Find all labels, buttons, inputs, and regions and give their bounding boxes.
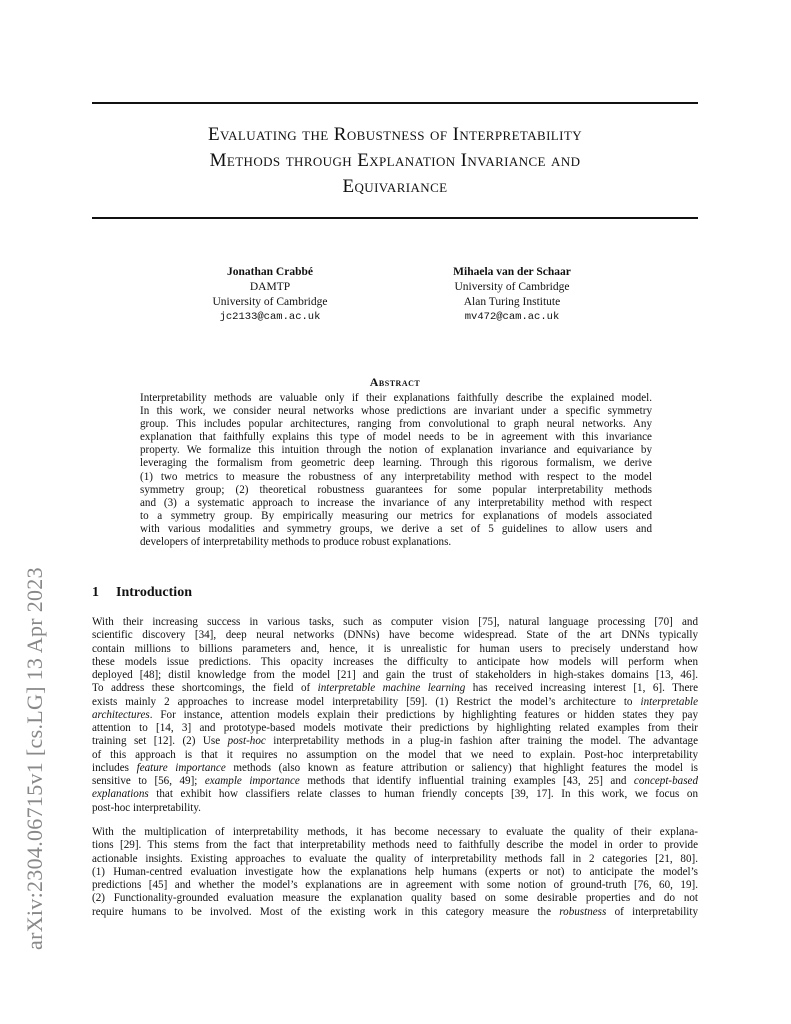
title-line: Methods through Explanation Invariance and [209, 150, 581, 171]
paragraph-line: require humans to be involved. Most of the existing work in this category measure the robustness of interpretability [92, 905, 698, 918]
paragraph-line: To address these shortcomings, the field of interpretable machine learning has received increasing interest [1, 6]. There [92, 682, 698, 695]
paragraph-line: scientific discovery [34], deep neural networks (DNNs) have become widespread. State of the art DNNs typically [92, 629, 698, 642]
paragraph-line: explanations that exhibit how classifiers relate classes to human friendly concepts [39, 17]. In this work, we focus on [92, 788, 698, 801]
abstract-line: (1) two metrics to measure the robustness of any interpretability method with respect to the model [140, 470, 652, 483]
paragraph-line: With the multiplication of interpretability methods, it has become necessary to evaluate the quality of their explana- [92, 826, 698, 838]
author-email[interactable]: mv472@cam.ac.uk [464, 311, 560, 323]
abstract-line: with various modalities and symmetry groups, we derive a set of 5 guidelines to allow users and [140, 522, 652, 535]
paragraph-line: architectures. For instance, attention models explain their predictions by highlighting features or hidden states they pay [92, 708, 698, 721]
paragraph-line: exists mainly 2 approaches to increase model interpretability [59]. (1) Restrict the model’s architecture to interpretable [92, 695, 698, 708]
title-rule-bottom [92, 217, 698, 219]
author-affiliation: University of Cambridge [454, 281, 570, 293]
paragraph-line: tions [29]. This stems from the fact that interpretability methods need to faithfully describe the model in order to provide [92, 839, 698, 852]
paragraph-line: With their increasing success in various tasks, such as computer vision [75], natural language processing [70] and [92, 616, 698, 628]
paper-title [92, 122, 698, 200]
paragraph-line: deployed [48]; distil knowledge from the model [21] and gain the trust of stakeholders in high-stakes domains [13, 46]. [92, 669, 698, 681]
author-name: Jonathan Crabbé [227, 266, 313, 278]
paragraph-line: contain millions to billions parameters and, hence, it is unrealistic for human users to precisely understand how [92, 642, 698, 655]
paragraph-line: post-hoc interpretability. [92, 801, 201, 814]
abstract-body [140, 392, 652, 549]
abstract-line: property. We formalize this intuition through the notion of explanation invariance and equivariance by [140, 444, 652, 457]
title-line: Equivariance [342, 176, 448, 197]
paragraph-line: (2) Functionality-grounded evaluation measure the explanation quality based on some desirable properties and do not [92, 892, 698, 905]
paragraph-line: actionable insights. Existing approaches to evaluate the quality of interpretability methods fall in 2 categories [21, 80]. [92, 852, 698, 865]
author-block [392, 265, 632, 325]
abstract-line: developers of interpretability methods to produce robust explanations. [140, 536, 452, 549]
abstract-line: group. This includes popular architectures, ranging from convolutional to graph neural networks. Any [140, 418, 652, 431]
author-affiliation: University of Cambridge [212, 296, 328, 308]
section-title: Introduction [116, 585, 192, 600]
abstract-line: In this work, we consider neural networks whose predictions are invariant under a specific symmetry [140, 405, 652, 418]
title-rule-top [92, 102, 698, 104]
paragraph-line: these models issue predictions. This opacity increases the difficulty to anticipate how models will perform when [92, 655, 698, 668]
section-number: 1 [92, 585, 99, 600]
paragraph-line: includes feature importance methods (also known as feature attribution or saliency) that highlight features the model is [92, 761, 698, 774]
intro-paragraph-1 [92, 616, 698, 815]
paragraph-line: sensitive to [56, 49]; example importance methods that identify influential training examples [43, 25] and concept-based [92, 775, 698, 787]
abstract-line: leveraging the formalism from geometric deep learning. Through this rigorous formalism, we derive [140, 457, 652, 470]
abstract-line: Interpretability methods are valuable only if their explanations faithfully describe the explained model. [140, 392, 652, 404]
paragraph-line: training set [12]. (2) Use post-hoc interpretability methods in a plug-in fashion after training the model. The advantage [92, 735, 698, 748]
abstract-line: to a symmetry group. By empirically measuring our metrics for explanations of models associated [140, 509, 652, 522]
section-heading-introduction [92, 585, 192, 601]
paragraph-line: (1) Human-centred evaluation investigate how the explanations help humans (experts or not) to anticipate the model’s [92, 865, 698, 878]
author-affiliation: DAMTP [249, 281, 291, 293]
abstract-line: symmetry group; (2) theoretical robustness guarantees for some popular interpretability methods [140, 483, 652, 496]
abstract-line: explanation that faithfully explains this type of model needs to be in agreement with this invariance [140, 431, 652, 444]
paragraph-line: predictions [45] and whether the model’s explanations are in agreement with some notion of ground-truth [76, 60, 19]. [92, 879, 698, 891]
author-name: Mihaela van der Schaar [453, 266, 571, 278]
abstract-line: and (3) a systematic approach to increase the invariance of any interpretability method with respect [140, 496, 652, 509]
intro-paragraph-2 [92, 826, 698, 919]
paragraph-line: of this approach is that it requires no assumption on the model that we need to explain. Post-hoc interpretability [92, 748, 698, 761]
author-email[interactable]: jc2133@cam.ac.uk [219, 311, 321, 323]
abstract-heading: Abstract [369, 375, 421, 389]
author-block [150, 265, 390, 325]
title-line: Evaluating the Robustness of Interpretability [208, 124, 582, 145]
author-affiliation: Alan Turing Institute [463, 296, 561, 308]
paragraph-line: attention to [14, 3] and prototype-based models motivate their predictions by highlighting related examples from their [92, 722, 698, 734]
arxiv-identifier: arXiv:2304.06715v1 [cs.LG] 13 Apr 2023 [22, 567, 47, 950]
